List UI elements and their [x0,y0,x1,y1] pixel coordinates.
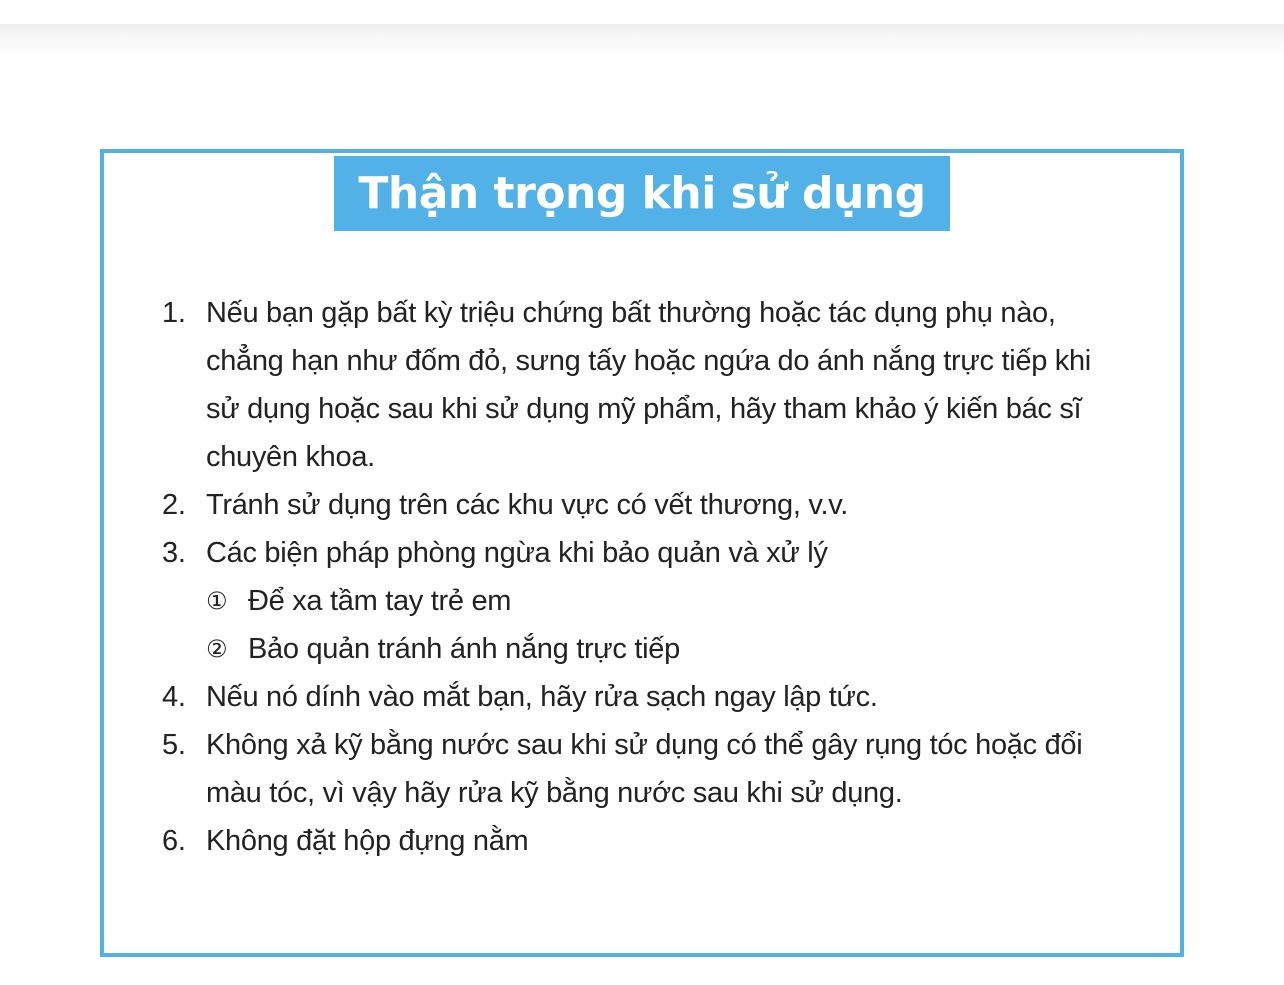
item-number: 4. [162,681,186,713]
list-item [162,817,1132,865]
list-item [162,481,1132,529]
item-number: 3. [162,537,186,569]
caution-list [162,289,1132,865]
item-text: Không xả kỹ bằng nước sau khi sử dụng có thể gây rụng tóc hoặc đổi màu tóc, vì vậy hãy rửa kỹ bằng nước sau khi sử dụng. [206,729,1083,809]
title-banner [334,156,950,231]
circled-number-2: ② [206,635,228,663]
item-text: Các biện pháp phòng ngừa khi bảo quản và xử lý [206,537,828,569]
circled-number-1: ① [206,587,228,615]
list-item [162,721,1132,817]
top-shadow [0,0,1284,60]
caution-panel [100,149,1184,957]
top-bar [0,0,1284,24]
item-text: Không đặt hộp đựng nằm [206,825,529,857]
page-title: Thận trọng khi sử dụng [358,168,926,219]
item-text: Tránh sử dụng trên các khu vực có vết thương, v.v. [206,489,849,521]
sub-list-item [162,625,1132,673]
item-number: 2. [162,489,186,521]
list-item [162,673,1132,721]
item-number: 1. [162,297,186,329]
item-text: Nếu nó dính vào mắt bạn, hãy rửa sạch ngay lập tức. [206,681,878,713]
list-item [162,529,1132,577]
item-number: 5. [162,729,186,761]
sub-item-text: Để xa tầm tay trẻ em [248,585,512,617]
list-item [162,289,1132,481]
item-text: Nếu bạn gặp bất kỳ triệu chứng bất thường hoặc tác dụng phụ nào, chẳng hạn như đốm đỏ, sưng tấy hoặc ngứa do ánh nắng trực tiếp khi sử dụng hoặc sau khi sử dụng mỹ phẩm, hãy tham khảo ý kiến bác sĩ chuyên khoa. [206,297,1091,473]
sub-item-text: Bảo quản tránh ánh nắng trực tiếp [248,633,680,665]
item-number: 6. [162,825,186,857]
sub-list-item [162,577,1132,625]
